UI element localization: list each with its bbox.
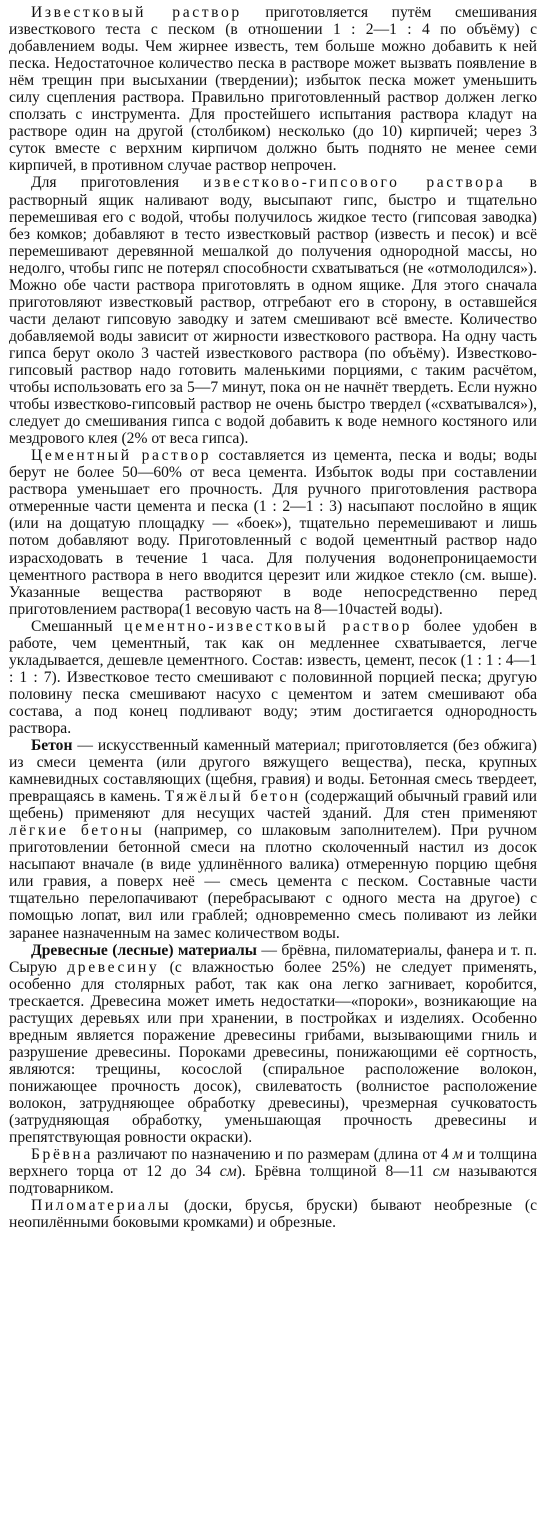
paragraph-cement-lime-mortar (9, 618, 537, 737)
paragraph-lumber (9, 1197, 537, 1231)
unit-meters: м (452, 1146, 463, 1164)
term-heavy-concrete: Тяжёлый бетон (164, 788, 301, 806)
paragraph-text: различают по назначению и по размерам (длина от 4 (92, 1146, 453, 1164)
term-lime-mortar: Известковый раствор (31, 4, 242, 21)
paragraph-lime-gypsum-mortar (9, 174, 537, 447)
paragraph-logs (9, 1146, 537, 1197)
paragraph-text: в растворный ящик наливают воду, высыпают гипс, быстро и тщательно перемешивая его с водой, чтобы получилось жидкое тесто (гипсовая заводка) без комков; добавляют в тесто известковый раствор (известь и песок) и всё перемешивают деревянной мешалкой до получения однородной массы, но недолго, чтобы гипс не потерял способности схватываться (не «отмолодился»). Можно обе части раствора приготовлять в одном ящике. Для этого сначала приготовляют известковый раствор, отгребают его в сторону, в оставшейся части делают гипсовую заводку и затем смешивают всё вместе. Количество добавляемой воды зависит от жирности известкового раствора. На одну часть гипса берут около 3 частей известкового раствора (по объёму). Известково-гипсовый раствор надо готовить маленькими порциями, с таким расчётом, чтобы использовать его за 5—7 минут, пока он не начнёт твердеть. Если нужно чтобы известково-гипсовый раствор не очень быстро твердел («схватывался»), следует до смешивания гипса с водой добавить к воде немного костяного или мездрового клея (2% от веса гипса). (9, 174, 537, 448)
paragraph-text: составляется из цемента, песка и воды; воды берут не более 50—60% от веса цемента. Избыток воды при составлении раствора уменьшает его прочность. Для ручного приготовления раствора отмеренные части цемента и песка (1 : 2—1 : 3) насыпают послойно в ящик (или на дощатую площадку — «боек»), тщательно перемешивают и лишь потом добавляют воду. Приготовленный с водой цементный раствор надо израсходовать в течение 1 часа. Для получения водонепроницаемости цементного раствора в него вводится церезит или жидкое стекло (см. выше). Указанные вещества растворяют в воде непосредственно перед приготовлением раствора(1 весовую часть на 8—10частей воды). (9, 447, 537, 618)
term-concrete: Бетон (31, 737, 73, 755)
term-cement-lime-mortar: цементно-известковый раствор (124, 617, 413, 635)
paragraph-text: более удобен в работе, чем цементный, так как он медленнее схватывается, легче укладывается, дешевле цементного. Состав: известь, цемент, песок (1 : 1 : 4—1 : 1 : 7). Известковое тесто смешивают с половинной порцией песка; другую половину песка смешивают насухо с цементом и затем смешивают оба состава, а под конец подливают воду; этим достигается однородность раствора. (9, 617, 538, 737)
term-lumber: Пиломатериалы (31, 1197, 172, 1215)
paragraph-cement-mortar (9, 447, 537, 617)
unit-centimeters: см (432, 1163, 450, 1181)
paragraph-wood-materials (9, 942, 537, 1147)
term-logs: Брёвна (31, 1146, 93, 1164)
term-lime-gypsum-mortar: известково-гипсового раствора (203, 174, 506, 192)
paragraph-text: (содержащий обычный гравий или щебень) применяют для несущих частей зданий. Для стен применяют (9, 788, 537, 823)
paragraph-text: и толщина верхнего торца от 12 до 34 (9, 1146, 537, 1181)
term-light-concrete: лёгкие бетоны (9, 822, 145, 840)
term-cement-mortar: Цементный раствор (31, 447, 212, 465)
paragraph-text: — искусственный каменный материал; приготовляется (без обжига) из смеси цемента (или другого вяжущего вещества), песка, крупных камневидных составляющих (щебня, гравия) и воды. Бетонная смесь твердеет, превращаясь в камень. (9, 737, 537, 806)
term-wood-materials: Древесные (лесные) материалы (31, 941, 257, 959)
paragraph-text: (с влажностью более 25%) не следует применять, особенно для столярных работ, так как она легко загнивает, коробится, трескается. Древесина может иметь недостатки—«пороки», возникающие на растущих деревьях или при хранении, в постройках и изделиях. Особенно вредным является поражение древесины грибами, вызывающими гниль и разрушение древесины. Пороками древесины, понижающими её сортность, являются: трещины, косослой (спиральное расположение волокон, понижающее прочность досок), свилеватость (волнистое расположение волокон, затрудняющее обработку древесины), чрезмерная сучковатость (затрудняющая обработку, уменьшающая прочность древесины и препятствующая ровности окраски). (9, 958, 537, 1147)
paragraph-text: (например, со шлаковым заполнителем). При ручном приготовлении бетонной смеси на плотно сколоченный настил из досок насыпают вначале (в виде удлинённого валика) отмеренную порцию щебня или гравия, а поверх неё — смесь цемента с песком. Составные части тщательно перелопачивают (перебрасывают с одного места на другое) с помощью лопат, вил или граблей; одновременно смесь поливают из лейки заранее назначенным на замес количеством воды. (9, 822, 537, 942)
term-wood: древесину (67, 958, 160, 976)
paragraph-concrete (9, 737, 537, 942)
paragraph-text: ). Брёвна толщиной 8—11 (236, 1163, 433, 1181)
paragraph-text: — брёвна, пиломатериалы, фанера и т. п. Сырую (9, 941, 537, 976)
paragraph-lead: Смешанный (31, 617, 125, 635)
document-page (9, 4, 537, 1231)
unit-centimeters: см (219, 1163, 237, 1181)
paragraph-text: приготовляется путём смешивания известкового теста с песком (в отношении 1 : 2—1 : 4 по объёму) с добавлением воды. Чем жирнее известь, тем больше можно добавить к ней песка. Недостаточное количество песка в растворе может вызвать появление в нём трещин при высыхании (твердении); избыток песка может уменьшить силу сцепления раствора. Правильно приготовленный раствор должен легко сползать с инструмента. Для простейшего испытания раствора кладут на растворе один на другой (столбиком) несколько (до 10) кирпичей; через 3 суток вместе с верхним кирпичом должно быть поднято не менее семи кирпичей, в противном случае раствор непрочен. (9, 4, 537, 175)
paragraph-text: (доски, брусья, бруски) бывают необрезные (с неопилёнными боковыми кромками) и обрезные. (9, 1197, 537, 1232)
paragraph-text: называются подтоварником. (9, 1163, 537, 1198)
paragraph-lime-mortar (9, 4, 537, 174)
paragraph-lead: Для приготовления (31, 174, 204, 192)
